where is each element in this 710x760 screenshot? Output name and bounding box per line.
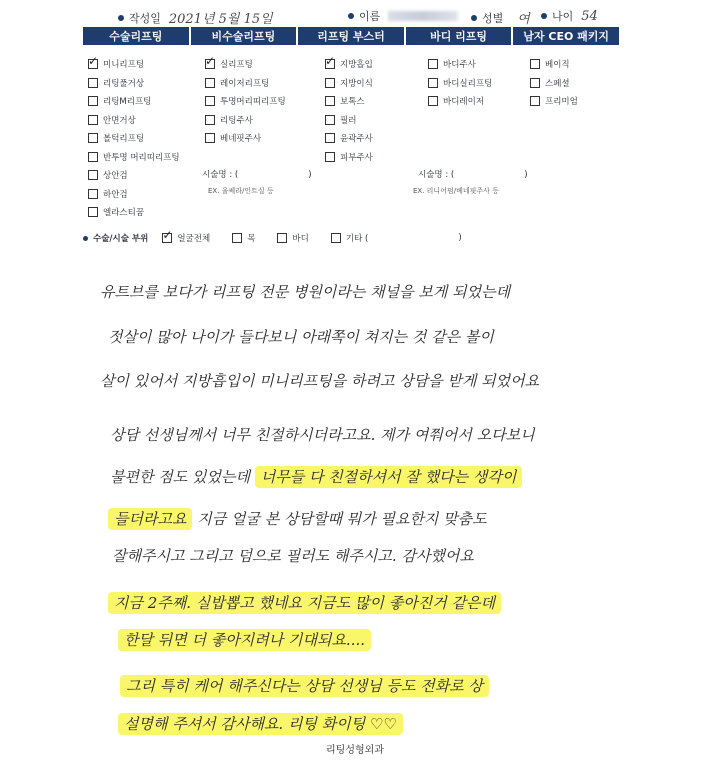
option-item[interactable] bbox=[88, 55, 180, 74]
review-text: 잘해주시고 그리고 덤으로 필러도 해주시고. 감사했어요 bbox=[112, 547, 474, 565]
option-item[interactable] bbox=[205, 111, 286, 130]
option-label: 베네핏주사 bbox=[220, 134, 262, 145]
review-line bbox=[0, 326, 710, 347]
date-field bbox=[118, 8, 273, 27]
review-text: 젓살이 많아 나이가 들다보니 아래쪽이 쳐지는 것 같은 볼이 bbox=[108, 328, 494, 346]
gender-value: 여 bbox=[517, 12, 530, 27]
review-line bbox=[0, 281, 710, 302]
option-item[interactable] bbox=[88, 203, 180, 222]
procedure-name-close: ) bbox=[308, 170, 312, 180]
review-line bbox=[0, 370, 710, 391]
checkbox[interactable] bbox=[88, 96, 98, 106]
checkbox[interactable] bbox=[325, 59, 335, 69]
option-label: 지방이식 bbox=[340, 78, 373, 89]
option-item[interactable] bbox=[88, 74, 180, 93]
form-header bbox=[86, 4, 626, 27]
bullet-icon bbox=[83, 236, 88, 241]
option-label: 프리미엄 bbox=[545, 97, 578, 108]
area-option[interactable] bbox=[232, 232, 255, 244]
checkbox[interactable] bbox=[428, 59, 438, 69]
checkbox[interactable] bbox=[428, 96, 438, 106]
option-item[interactable] bbox=[88, 92, 180, 111]
option-item[interactable] bbox=[88, 148, 180, 167]
checkbox[interactable] bbox=[88, 152, 98, 162]
name-label: 이름 bbox=[359, 10, 381, 23]
surgical-column bbox=[88, 55, 180, 222]
checkbox[interactable] bbox=[205, 96, 215, 106]
option-item[interactable] bbox=[88, 111, 180, 130]
checkbox[interactable] bbox=[162, 233, 172, 243]
name-redacted bbox=[388, 11, 458, 21]
checkbox[interactable] bbox=[88, 170, 98, 180]
procedure-name-label: 시술명 : ( bbox=[202, 170, 239, 180]
highlighted-text: 지금 2주째. 실밥뽑고 했네요 지금도 많이 좋아진거 같은데 bbox=[108, 592, 501, 614]
checkbox[interactable] bbox=[205, 59, 215, 69]
option-item[interactable] bbox=[325, 129, 373, 148]
option-item[interactable] bbox=[325, 55, 373, 74]
area-title bbox=[83, 232, 148, 244]
option-item[interactable] bbox=[428, 92, 492, 111]
date-value: 2021년 5월 15일 bbox=[168, 12, 273, 27]
checkbox[interactable] bbox=[232, 233, 242, 243]
option-label: 보톡스 bbox=[340, 97, 365, 108]
option-item[interactable] bbox=[530, 55, 578, 74]
area-option-label: 목 bbox=[247, 234, 256, 244]
procedure-example-1: EX. 울쎄라/인트실 등 bbox=[208, 187, 274, 195]
option-label: 볼턱리프팅 bbox=[103, 134, 145, 145]
checkbox[interactable] bbox=[325, 133, 335, 143]
option-label: 엘라스티꿈 bbox=[103, 208, 145, 219]
bullet-icon bbox=[348, 13, 354, 19]
review-line bbox=[0, 592, 710, 613]
tab-body-lifting: 바디 리프팅 bbox=[406, 27, 512, 45]
checkbox[interactable] bbox=[88, 133, 98, 143]
procedure-name-label: 시술명 : ( bbox=[418, 170, 455, 180]
checkbox[interactable] bbox=[88, 207, 98, 217]
highlighted-text: 설명해 주셔서 감사해요. 리팅 화이팅 ♡♡ bbox=[118, 713, 403, 735]
review-text: 불편한 점도 있었는데 bbox=[110, 468, 255, 486]
option-label: 투명머리띠리프팅 bbox=[220, 97, 286, 108]
review-line bbox=[0, 675, 710, 696]
option-label: 리팅M리프팅 bbox=[103, 97, 152, 108]
option-item[interactable] bbox=[530, 92, 578, 111]
procedure-name-field-1[interactable] bbox=[202, 168, 312, 180]
option-label: 윤곽주사 bbox=[340, 134, 373, 145]
checkbox[interactable] bbox=[325, 115, 335, 125]
review-line bbox=[0, 508, 710, 529]
highlighted-text: 들더라고요 bbox=[108, 508, 192, 530]
age-field bbox=[541, 8, 598, 24]
review-line bbox=[0, 629, 710, 650]
review-text: 유트브를 보다가 리프팅 전문 병원이라는 채널을 보게 되었는데 bbox=[100, 283, 511, 301]
area-option-label: 기타 ( bbox=[345, 234, 369, 244]
option-label: 바디실리프팅 bbox=[443, 78, 493, 89]
booster-column bbox=[325, 55, 373, 166]
review-text: 상담 선생님께서 너무 친절하시더라고요. 제가 여쭤어서 오다보니 bbox=[110, 426, 535, 444]
checkbox[interactable] bbox=[205, 133, 215, 143]
area-option[interactable] bbox=[277, 232, 308, 244]
area-option-label: 얼굴전체 bbox=[177, 234, 211, 244]
tab-lifting-booster: 리프팅 부스터 bbox=[298, 27, 404, 45]
review-line bbox=[0, 466, 710, 487]
procedure-name-field-2[interactable] bbox=[418, 168, 528, 180]
option-label: 실리프팅 bbox=[220, 60, 253, 71]
option-label: 스페셜 bbox=[545, 78, 570, 89]
procedure-example-2: EX. 리니어펌/베네핏주사 등 bbox=[413, 187, 499, 195]
option-item[interactable] bbox=[205, 92, 286, 111]
option-item[interactable] bbox=[205, 55, 286, 74]
option-label: 하안검 bbox=[103, 189, 128, 200]
clinic-name: 리팅성형외과 bbox=[326, 745, 384, 756]
checkbox[interactable] bbox=[325, 96, 335, 106]
option-item[interactable] bbox=[530, 74, 578, 93]
option-label: 미니리프팅 bbox=[103, 60, 145, 71]
procedure-name-close: ) bbox=[524, 170, 528, 180]
option-label: 바디레이저 bbox=[443, 97, 485, 108]
checkbox[interactable] bbox=[88, 189, 98, 199]
checkbox[interactable] bbox=[277, 233, 287, 243]
checkbox[interactable] bbox=[530, 59, 540, 69]
bullet-icon bbox=[118, 15, 124, 21]
checkbox[interactable] bbox=[325, 152, 335, 162]
tab-non-surgical-lifting: 비수술리프팅 bbox=[191, 27, 297, 45]
body-column bbox=[428, 55, 492, 111]
checkbox[interactable] bbox=[88, 59, 98, 69]
review-line bbox=[0, 713, 710, 734]
option-label: 피부주사 bbox=[340, 152, 373, 163]
option-label: 지방흡입 bbox=[340, 60, 373, 71]
option-label: 베이직 bbox=[545, 60, 570, 71]
checkbox[interactable] bbox=[88, 115, 98, 125]
ceo-column bbox=[530, 55, 578, 111]
checkbox[interactable] bbox=[331, 233, 341, 243]
option-item[interactable] bbox=[88, 166, 180, 185]
age-value: 54 bbox=[581, 8, 598, 24]
highlighted-text: 너무들 다 친절하셔서 잘 했다는 생각이 bbox=[255, 466, 523, 488]
option-item[interactable] bbox=[325, 111, 373, 130]
option-item[interactable] bbox=[88, 185, 180, 204]
gender-field bbox=[471, 8, 530, 27]
area-title-label: 수술/시술 부위 bbox=[93, 234, 149, 244]
area-option[interactable] bbox=[331, 232, 462, 244]
checkbox[interactable] bbox=[205, 78, 215, 88]
tab-surgical-lifting: 수술리프팅 bbox=[83, 27, 189, 45]
area-option-label: 바디 bbox=[292, 234, 309, 244]
checkbox[interactable] bbox=[205, 115, 215, 125]
checkbox[interactable] bbox=[428, 78, 438, 88]
option-item[interactable] bbox=[205, 129, 286, 148]
date-label: 작성일 bbox=[129, 11, 161, 25]
option-label: 리팅주사 bbox=[220, 115, 253, 126]
checkbox[interactable] bbox=[530, 96, 540, 106]
review-text: 살이 있어서 지방흡입이 미니리프팅을 하려고 상담을 받게 되었어요 bbox=[100, 372, 540, 390]
option-item[interactable] bbox=[428, 74, 492, 93]
bullet-icon bbox=[541, 13, 547, 19]
gender-label: 성별 bbox=[482, 11, 504, 25]
highlighted-text: 한달 뒤면 더 좋아지려나 기대되요.... bbox=[118, 629, 371, 651]
area-option[interactable] bbox=[162, 232, 210, 244]
option-item[interactable] bbox=[325, 148, 373, 167]
checkbox[interactable] bbox=[530, 78, 540, 88]
option-label: 상안검 bbox=[103, 171, 128, 182]
option-item[interactable] bbox=[325, 92, 373, 111]
category-tabs bbox=[83, 27, 619, 45]
treatment-area-row bbox=[83, 232, 484, 244]
option-item[interactable] bbox=[428, 55, 492, 74]
option-label: 레이저리프팅 bbox=[220, 78, 270, 89]
age-label: 나이 bbox=[552, 10, 574, 23]
area-option-close: ) bbox=[458, 233, 462, 243]
review-text: 지금 얼굴 본 상담할때 뭐가 필요한지 맞춤도 bbox=[192, 510, 487, 528]
review-line bbox=[0, 424, 710, 445]
checkbox[interactable] bbox=[88, 78, 98, 88]
option-label: 필러 bbox=[340, 115, 357, 126]
review-line bbox=[0, 545, 710, 566]
option-label: 안면거상 bbox=[103, 115, 136, 126]
highlighted-text: 그리 특히 케어 해주신다는 상담 선생님 등도 전화로 상 bbox=[120, 675, 489, 697]
option-item[interactable] bbox=[88, 129, 180, 148]
tab-male-ceo-package: 남자 CEO 패키지 bbox=[513, 27, 619, 45]
option-label: 바디주사 bbox=[443, 60, 476, 71]
option-item[interactable] bbox=[325, 74, 373, 93]
checkbox[interactable] bbox=[325, 78, 335, 88]
non-surgical-column bbox=[205, 55, 286, 148]
option-label: 리팅풀거상 bbox=[103, 78, 145, 89]
name-field bbox=[348, 8, 458, 24]
bullet-icon bbox=[471, 15, 477, 21]
option-label: 반투명 머리띠리프팅 bbox=[103, 152, 180, 163]
option-item[interactable] bbox=[205, 74, 286, 93]
